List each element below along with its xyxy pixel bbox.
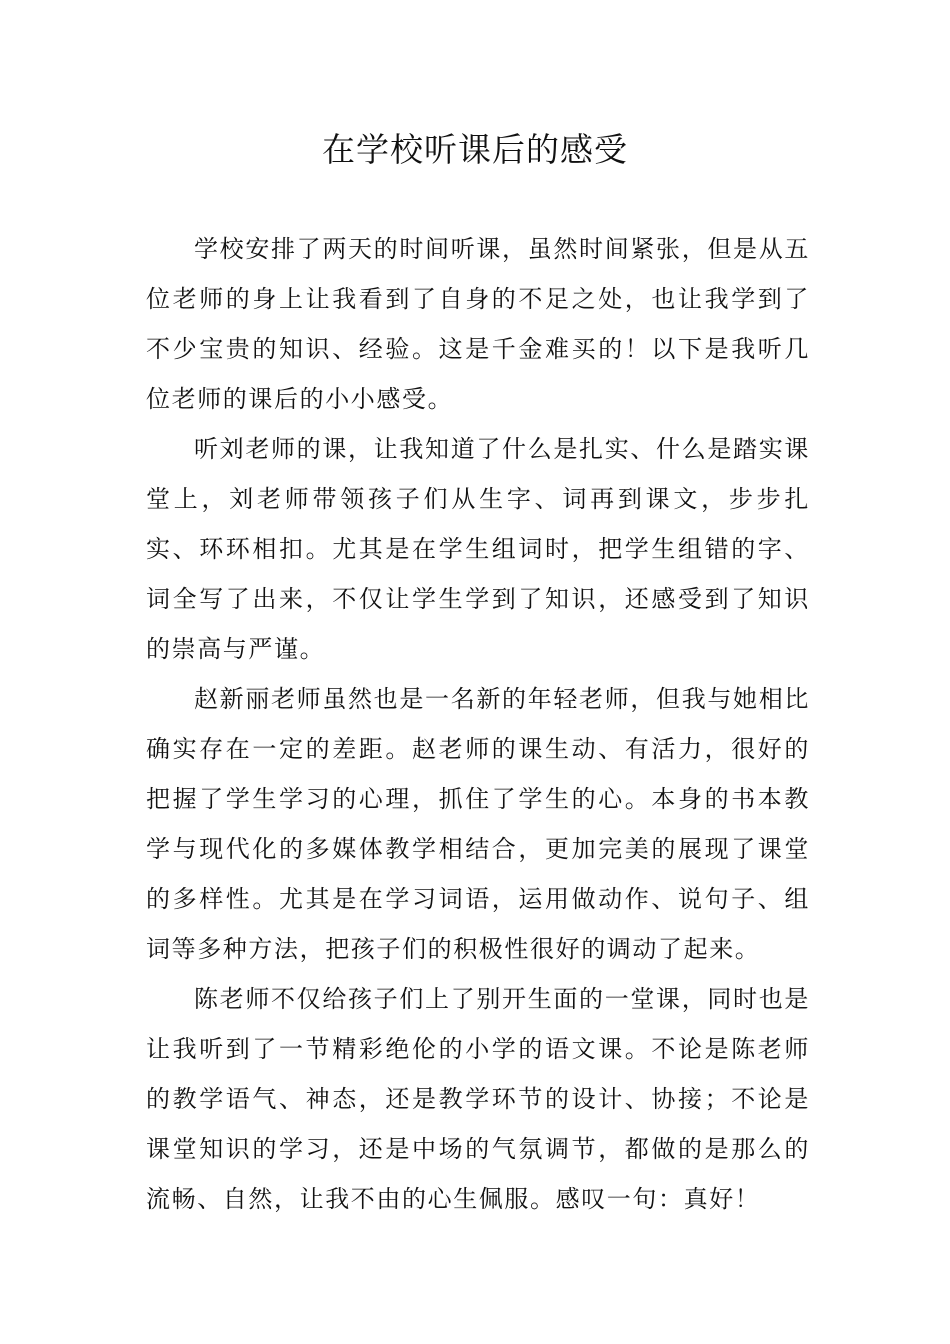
paragraph-1: 学校安排了两天的时间听课，虽然时间紧张，但是从五位老师的身上让我看到了自身的不足之处，也让我学到了不少宝贵的知识、经验。这是千金难买的！以下是我听几位老师的课后的小小感受。 (146, 235, 810, 413)
document-body (146, 224, 810, 1224)
paragraph-2: 听刘老师的课，让我知道了什么是扎实、什么是踏实课堂上，刘老师带领孩子们从生字、词再到课文，步步扎实、环环相扣。尤其是在学生组词时，把学生组错的字、词全写了出来，不仅让学生学到了知识，还感受到了知识的崇高与严谨。 (146, 435, 810, 663)
paragraph-4: 陈老师不仅给孩子们上了别开生面的一堂课，同时也是让我听到了一节精彩绝伦的小学的语文课。不论是陈老师的教学语气、神态，还是教学环节的设计、协接；不论是课堂知识的学习，还是中场的气氛调节，都做的是那么的流畅、自然，让我不由的心生佩服。感叹一句：真好！ (146, 985, 810, 1213)
paragraph-3: 赵新丽老师虽然也是一名新的年轻老师，但我与她相比确实存在一定的差距。赵老师的课生动、有活力，很好的把握了学生学习的心理，抓住了学生的心。本身的书本教学与现代化的多媒体教学相结合，更加完美的展现了课堂的多样性。尤其是在学习词语，运用做动作、说句子、组词等多种方法，把孩子们的积极性很好的调动了起来。 (146, 685, 810, 963)
document-title: 在学校听课后的感受 (322, 130, 628, 169)
